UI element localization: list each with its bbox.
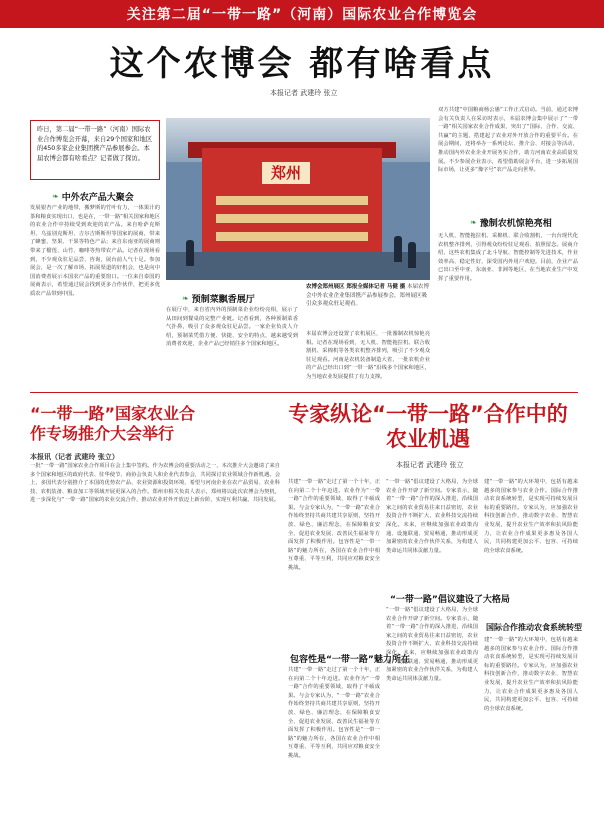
- photo-shelf: [216, 196, 368, 205]
- story-body-experts-col2-continued: “一带一路”倡议建设了大格局，为全球农业合作开辟了新空间。专家表示，随着“一带一路”合作的深入推进，沿线国家之间的农业贸易往来日益密切，农业投资合作不断扩大，农业科技交流持续深化。未来，应继续加强农业政策沟通、设施联通、贸易畅通，推动形成更加紧密的农业合作伙伴关系，为构建人类命运共同体贡献力量。: [386, 607, 478, 682]
- section-heading-text: 豫制农机惊艳亮相: [479, 219, 552, 229]
- story-body-experts-col3-continued: 建“一带一路”的大环境中，包括有越来越多的国家参与农业合作。国际合作推动农食系统转型，是实现可持续发展目标的重要路径。专家认为，应加强农业科技创新合作，推动数字农业、智慧农业发展，提升农业生产效率和抗风险能力，让农业合作成果更多惠及各国人民，共同构建更加公平、包容、可持续的全球农食系统。: [484, 637, 578, 712]
- photo-shelf: [216, 232, 368, 241]
- story-headline-experts: 专家纵论“一带一路”合作中的农业机遇: [288, 402, 568, 451]
- section-heading-text: “一带一路”倡议建设了大格局: [390, 595, 510, 605]
- article-column-2: 在展厅中，来自省内外的预制菜企业纷纷亮相，展示了从田间到餐桌的完整产业链。记者看到，各种预制菜香气扑鼻，吸引了众多观众驻足品尝。一家企业负责人介绍，预制菜凭借方便、快捷、安全的特点，越来越受到消费者欢迎，企业产品已经销往多个国家和地区。: [166, 307, 298, 348]
- section-heading-text: 国际合作推动农食系统转型: [486, 623, 582, 632]
- section-heading-transformation: [486, 622, 582, 633]
- caption-title: 农博会郑州展区 郑报全媒体记者 马健 摄: [306, 284, 406, 290]
- photo-shelf: [216, 214, 368, 223]
- section-heading-produce: [52, 190, 134, 203]
- section-heading-text: 包容性是“一带一路”魅力所在: [290, 655, 410, 665]
- leaf-icon: ❧: [470, 218, 477, 227]
- leaf-icon: ❧: [182, 294, 189, 303]
- photo-floor: [166, 252, 430, 280]
- caption-text: 本届农博会中外农业企业集团携产品参展参会，郑州展区吸引众多观众驻足观看。: [306, 284, 430, 308]
- top-byline: 本报记者 武建玲 张立: [270, 89, 338, 97]
- article-column-4-continued: 无人机、智能拖拉机、采棉机、联合收割机，一台台现代化农机整齐排列，引得观众纷纷驻足观看、拍照留念。展商介绍，这些农机集成了北斗导航、智能控制等先进技术，作业效率高、稳定性好，深受国内外用户欢迎。目前，企业产品已出口至中亚、东南亚、非洲等地区，在当地农业生产中发挥了重要作用。: [438, 233, 578, 282]
- photo-visitor: [408, 242, 416, 268]
- section-banner: 关注第二届“一带一路”（河南）国际农业合作博览会: [0, 0, 604, 28]
- story-body-experts-col1-continued: 共建“一带一路”走过了第一个十年，正在向第二个十年迈进。农业作为“一带一路”合作的重要领域，取得了丰硕成果。与会专家认为，“一带一路”农业合作始终坚持共商共建共享原则，坚持开放、绿色、廉洁理念，在保障粮食安全、促进农业发展、改善民生福祉等方面发挥了积极作用。包容性是“一带一路”的魅力所在，各国在农业合作中相互尊重、平等互利，共同应对粮食安全挑战。: [288, 667, 380, 759]
- article-column-4: 双方共建“中国粮商杨公愚”工作正式启动。当前，通过农博会有关负责人在采访时表示，本届农博会集中展示了“一带一路”相关国家农业合作成果，突出了“国际、合作、交流、共赢”的主题，搭建起了农业对外开放合作的重要平台。在展会期间，还将举办一系列论坛、推介会、对接会等活动，推动国内外农业企业开展务实合作，助力河南农业高质量发展。不少参展企业表示，希望借助展会平台，进一步拓展国际市场，让更多“豫字号”农产品走向世界。: [438, 107, 578, 174]
- story-byline-left: 本报讯（记者 武建玲 张立）: [30, 453, 119, 461]
- story-headline-promotion-conference: “一带一路”国家农业合作专场推介大会举行: [30, 404, 196, 443]
- section-heading-machinery: [470, 216, 552, 229]
- section-heading-text: 中外农产品大聚会: [61, 193, 134, 203]
- photo-visitor: [394, 236, 402, 262]
- photo-visitor: [186, 240, 194, 266]
- article-column-1: 发展银杏产业的地带，搬梦斯的竹叶有力，一体果汁的茶和粮食实现出口，也是在，一带一路”相关国家和地区的农业合作中持续受到欢迎的农产品。来自哈萨克斯坦、乌兹别克斯坦、吉尔吉斯斯坦等国家的展商，带来了蜂蜜、坚果、干果等特色产品；来自东南亚的展商则带来了榴莲、山竹、咖啡等热带农产品。记者在现场看到，不少观众驻足品尝、咨询，展台前人气十足。参加展会，是一次了解市场、拓展渠道的好机会，也是向中国消费者展示本国农产品的重要窗口。一位来自泰国的展商表示，希望通过展会找到更多合作伙伴，把更多优质农产品带到中国。: [30, 205, 160, 297]
- story-body-promotion-conference: 一批“一带一路”国家农业合作项目在会上集中签约。作为农博会的重要活动之一，本次推介大会邀请了来自多个国家和地区的政府代表、驻华使节、商协会负责人和企业代表参会，共同探讨农业领域合作新机遇。会上，多国代表分别推介了本国的优势农产品、农业资源和投资环境，希望与河南企业在农产品贸易、农业科技、农机装备、粮食加工等领域开展更深入的合作。郑州市相关负责人表示，郑州将以此次农博会为契机，进一步深化与“一带一路”国家的农业交流合作，推动农业对外开放迈上新台阶，实现互利共赢、共同发展。: [30, 463, 280, 504]
- story-body-experts-col3: 建“一带一路”的大环境中，包括有越来越多的国家参与农业合作。国际合作推动农食系统转型，是实现可持续发展目标的重要路径。专家认为，应加强农业科技创新合作，推动数字农业、智慧农业发展，提升农业生产效率和抗风险能力，让农业合作成果更多惠及各国人民，共同构建更加公平、包容、可持续的全球农食系统。: [484, 479, 578, 554]
- exhibition-photo: [166, 118, 430, 280]
- section-divider: [30, 392, 578, 393]
- photo-booth-sign: 郑州: [262, 162, 310, 184]
- main-headline: 这个农博会 都有啥看点: [109, 44, 495, 84]
- section-heading-text: 预制菜飘香展厅: [191, 295, 255, 305]
- leaf-icon: ❧: [52, 192, 59, 201]
- section-heading-prepared-food: [182, 292, 255, 305]
- story-byline-mid: 本报记者 武建玲 张立: [396, 461, 464, 469]
- story-body-experts-col2: “一带一路”倡议建设了大格局，为全球农业合作开辟了新空间。专家表示，随着“一带一路”合作的深入推进，沿线国家之间的农业贸易往来日益密切，农业投资合作不断扩大，农业科技交流持续深化。未来，应继续加强农业政策沟通、设施联通、贸易畅通，推动形成更加紧密的农业合作伙伴关系，为构建人类命运共同体贡献力量。: [386, 479, 478, 554]
- lead-summary-box: 昨日，第二届“一带一路”（河南）国际农业合作博览会开幕，来自29个国家和地区的450多家企业集团携产品参展参会。本届农博会都有啥看点？记者做了探访。: [30, 120, 160, 180]
- photo-caption: [306, 283, 430, 309]
- article-column-3: 本届农博会还设置了农机展区，一批豫制农机惊艳亮相。记者在现场看到，无人机、智能拖拉机、联合收割机、采棉机等各类农机整齐排列，吸引了不少观众驻足观看。河南是农机装备制造大省，一批农机企业的产品已经出口到“一带一路”沿线多个国家和地区，为当地农业发展提供了有力支撑。: [306, 331, 430, 380]
- story-body-experts-col1: 共建“一带一路”走过了第一个十年，正在向第二个十年迈进。农业作为“一带一路”合作的重要领域，取得了丰硕成果。与会专家认为，“一带一路”农业合作始终坚持共商共建共享原则，坚持开放、绿色、廉洁理念，在保障粮食安全、促进农业发展、改善民生福祉等方面发挥了积极作用。包容性是“一带一路”的魅力所在，各国在农业合作中相互尊重、平等互利，共同应对粮食安全挑战。: [288, 479, 380, 571]
